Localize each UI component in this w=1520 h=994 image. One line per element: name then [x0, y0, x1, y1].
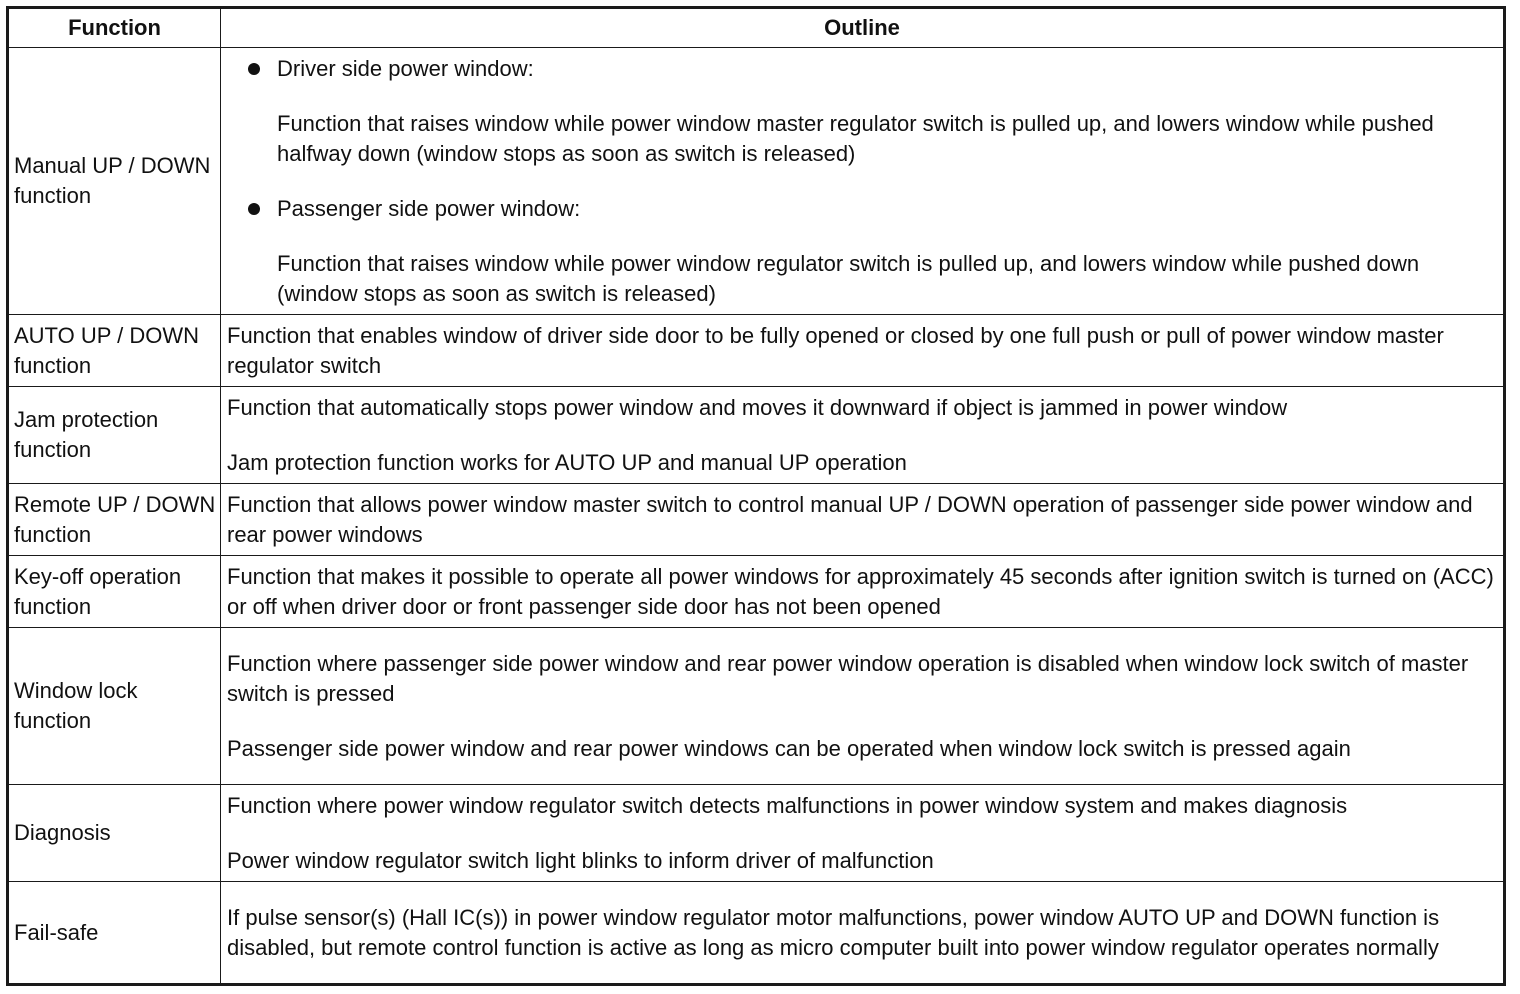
- header-row: [8, 8, 1505, 48]
- table-row: [8, 556, 1505, 628]
- outline-paragraph: Function where power window regulator switch detects malfunctions in power window system and makes diagnosis: [227, 792, 1348, 818]
- table-row: [8, 315, 1505, 387]
- bullet-title: Passenger side power window:: [277, 195, 581, 221]
- column-header-outline: Outline: [221, 8, 1505, 48]
- table-row: [8, 785, 1505, 882]
- function-name-cell: Remote UP / DOWN function: [8, 484, 221, 556]
- table-row: [8, 484, 1505, 556]
- bullet-text: Function that raises window while power window master regulator switch is pulled up, and lowers window while pushed halfway down (window stops as soon as switch is released): [277, 110, 1434, 166]
- outline-paragraph: Function that makes it possible to operate all power windows for approximately 45 seconds after ignition switch is turned on (ACC) or off when driver door or front passenger side door has not been opened: [227, 563, 1494, 619]
- function-name-cell: AUTO UP / DOWN function: [8, 315, 221, 387]
- table-row: [8, 628, 1505, 785]
- outline-paragraph: Function that automatically stops power window and moves it downward if object is jammed in power window: [227, 394, 1288, 420]
- bullet-dot-icon: [248, 203, 260, 215]
- table-row: [8, 48, 1505, 315]
- outline-paragraph: Function that enables window of driver side door to be fully opened or closed by one full push or pull of power window master regulator switch: [227, 322, 1444, 378]
- outline-paragraph: Passenger side power window and rear power windows can be operated when window lock switch is pressed again: [227, 735, 1351, 761]
- bullet-text: Function that raises window while power window regulator switch is pulled up, and lowers window while pushed down (window stops as soon as switch is released): [277, 250, 1420, 306]
- outline-cell: [221, 628, 1505, 785]
- table-row: [8, 387, 1505, 484]
- outline-paragraph: Function that allows power window master switch to control manual UP / DOWN operation of passenger side power window and rear power windows: [227, 491, 1473, 547]
- power-window-function-table: [6, 6, 1506, 986]
- function-name-cell: Fail-safe: [8, 882, 221, 985]
- function-name-cell: Diagnosis: [8, 785, 221, 882]
- outline-paragraph: Power window regulator switch light blinks to inform driver of malfunction: [227, 847, 934, 873]
- column-header-function: Function: [8, 8, 221, 48]
- bullet-item: [227, 54, 1499, 169]
- bullet-item: [227, 194, 1499, 309]
- outline-cell: [221, 556, 1505, 628]
- function-name-cell: Jam protection function: [8, 387, 221, 484]
- outline-paragraph: Function where passenger side power window and rear power window operation is disabled when window lock switch of master switch is pressed: [227, 650, 1469, 706]
- table-row: [8, 882, 1505, 985]
- function-name-cell: Key-off operation function: [8, 556, 221, 628]
- bullet-dot-icon: [248, 63, 260, 75]
- outline-cell: [221, 484, 1505, 556]
- function-name-cell: Window lock function: [8, 628, 221, 785]
- outline-paragraph: If pulse sensor(s) (Hall IC(s)) in power window regulator motor malfunctions, power window AUTO UP and DOWN function is disabled, but remote control function is active as long as micro computer built into power window regulator operates normally: [227, 904, 1440, 960]
- function-name-cell: Manual UP / DOWN function: [8, 48, 221, 315]
- outline-cell: [221, 48, 1505, 315]
- outline-paragraph: Jam protection function works for AUTO UP and manual UP operation: [227, 449, 907, 475]
- outline-cell: [221, 387, 1505, 484]
- outline-cell: [221, 315, 1505, 387]
- bullet-title: Driver side power window:: [277, 55, 534, 81]
- outline-cell: [221, 785, 1505, 882]
- outline-cell: [221, 882, 1505, 985]
